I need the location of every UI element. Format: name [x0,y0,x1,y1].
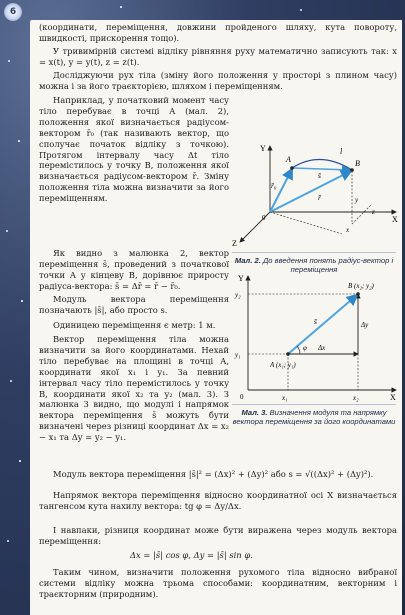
star-decoration [19,460,21,462]
point-label: B (x₂; y₂) [348,282,374,290]
axis-label: X [390,393,396,402]
paragraph: Як видно з малюнка 2, вектор переміщення s̄, проведений з початкової точки A у кінцеву B, дорівнює приросту радіуса-вектора: s̄ = Δr̄ = r̄ − r̄₀. [39,248,229,291]
coordinate-label: y [355,196,359,204]
point-label: A (x₁; y₁) [270,361,296,369]
star-decoration [18,140,20,142]
tick-label: x₂ [353,394,359,402]
paragraph: І навпаки, різниця координат може бути виражена через модуль вектора переміщення: [39,525,397,546]
star-decoration [10,380,12,382]
point-a [290,166,294,170]
figure-2-diagram [230,142,402,252]
axis-label: Z [232,239,237,248]
point-label: B [355,159,360,168]
point-b [350,168,354,172]
paragraph: Таким чином, визначити положення рухомого тіла відносно вибраної системи відліку можна трьома способами: координатним, векторним і траєкторним (природним). [39,567,397,599]
caption-text: Визначення модуля та напрямку вектора переміщення за його координатами [232,408,396,427]
projection-line [352,204,372,224]
origin-label: 0 [240,393,244,401]
star-decoration [120,6,122,8]
text-sheet [30,20,402,615]
z-axis [240,212,270,242]
star-decoration [6,230,8,232]
caption-text: До введення понять радіус-вектор і переміщення [262,256,394,275]
angle-label: φ [303,344,307,352]
r-vector [270,171,351,212]
delta-y-label: Δy [361,321,369,329]
vector-label: s̄ [314,317,317,326]
star-decoration [7,540,9,542]
star-decoration [300,9,302,11]
axis-label: X [392,215,398,224]
star-decoration [8,60,10,62]
vector-label: r̄₀ [271,181,277,190]
paragraph: Наприклад, у початковий момент часу тіло перебуває в точці A (мал. 2), положення якої визначається радіусом-вектором r̄₀ (так називають вектор, що сполучає початок відліку з точкою). Протягом інтервалу часу Δt тіло перемістилось у точку B, положення якої визначається радіусом-вектором r̄. Зміну положення тіла можна визначити за його переміщенням. [39,95,229,204]
tick-label: y₁ [235,351,241,359]
figure-3-caption [232,404,396,426]
vector-label: s̄ [318,171,321,180]
paragraph: Модуль вектора переміщення |s̄|² = (Δx)² + (Δy)² або s = √((Δx)² + (Δy)²). [53,469,374,479]
paragraph: Досліджуючи рух тіла (зміну його положення у просторі з плином часу) можна і за його траєкторією, шляхом і переміщенням. [39,70,397,91]
formula: Δx = |s̄| cos φ, Δy = |s̄| sin φ. [130,550,253,560]
paragraph: (координати, переміщення, довжини пройденого шляху, кута повороту, швидкості, прискорення тощо). [39,22,397,43]
paragraph: У тривимірній системі відліку рівняння руху математично записують так: x = x(t), y = y(t), z = z(t). [39,46,397,67]
page-number: 6 [4,3,22,21]
point-label: A [286,155,291,164]
figure-3-diagram [230,272,402,402]
coordinate-label: z [372,208,375,216]
figure-number: Мал. 3. [241,408,268,417]
point-b [356,292,360,296]
origin-label: 0 [262,214,266,222]
star-decoration [21,300,23,302]
axis-label: Y [238,274,244,283]
point-a [286,352,290,356]
vector-label: r̄ [318,193,321,202]
tick-label: y₂ [235,291,241,299]
s-vector [293,168,350,170]
axis-label: Y [260,144,266,153]
coordinate-label: x [346,226,350,234]
paragraph: Одиницею переміщення є метр: 1 м. [53,320,216,330]
projection-line [270,212,342,234]
trajectory-label: l [340,147,343,156]
paragraph: Напрямок вектора переміщення відносно координатної осі X визначається тангенсом кута нахилу вектора: tg φ = Δy/Δx. [39,490,397,511]
delta-x-label: Δx [318,344,326,352]
figure-number: Мал. 2. [234,256,261,265]
paragraph: Вектор переміщення тіла можна визначити за його координатами. Нехай тіло перебуває на площині в точці A, координати якої x₁ і y₁. За певний інтервал часу тіло перемістилось у точку B, координати якої x₂ та y₂ (мал. 3). З малюнка 3 видно, що модулі і напрямок вектора переміщення s̄ можуть бути визначені через різниці координат Δx = x₂ − x₁ та Δy = y₂ − y₁. [39,334,229,443]
paragraph: Модуль вектора переміщення позначають |s̄|, або просто s. [39,294,229,315]
tick-label: x₁ [282,394,288,402]
